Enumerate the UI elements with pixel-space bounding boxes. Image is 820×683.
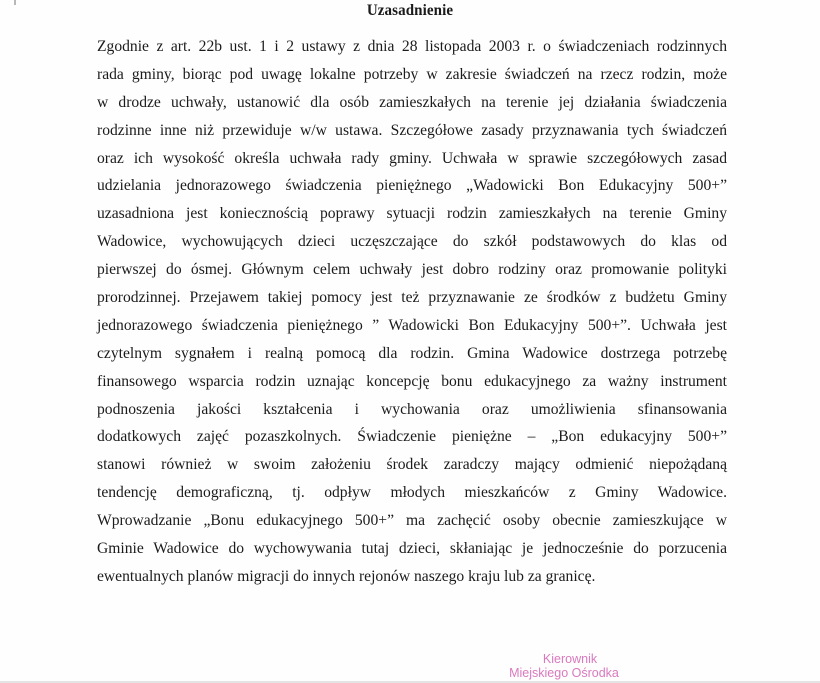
official-stamp [460, 652, 660, 680]
justification-paragraph [97, 35, 727, 593]
paragraph-line: uzasadniona jest koniecznością poprawy sytuacji rodzin zamieszkałych na terenie Gminy [97, 205, 727, 223]
paragraph-line: rada gminy, biorąc pod uwagę lokalne potrzeby w zakresie świadczeń na rzecz rodzin, może [97, 65, 727, 83]
paragraph-line: czytelnym sygnałem i realną pomocą dla rodzin. Gmina Wadowice dostrzega potrzebę [97, 344, 727, 362]
paragraph-line: Gminie Wadowice do wychowywania tutaj dzieci, skłaniając je jednocześnie do porzucenia [97, 540, 727, 558]
paragraph-line: prorodzinnej. Przejawem takiej pomocy jest też przyznawanie ze środków z budżetu Gminy [97, 289, 727, 307]
paragraph-line-last: ewentualnych planów migracji do innych rejonów naszego kraju lub za granicę. [97, 567, 596, 585]
paragraph-line: pierwszej do ósmej. Głównym celem uchwały jest dobro rodziny oraz promowanie polityki [97, 261, 727, 279]
paragraph-line: rodzinne inne niż przewiduje w/w ustawa. Szczegółowe zasady przyznawania tych świadczeń [97, 121, 727, 139]
paragraph-line: oraz ich wysokość określa uchwała rady gminy. Uchwała w sprawie szczegółowych zasad [97, 149, 727, 167]
paragraph-line: w drodze uchwały, ustanowić dla osób zamieszkałych na terenie jej działania świadczenia [97, 93, 727, 111]
paragraph-line: Wadowice, wychowujących dzieci uczęszczające do szkół podstawowych do klas od [97, 233, 727, 251]
paragraph-line: finansowego wsparcia rodzin uznając koncepcję bonu edukacyjnego za ważny instrument [97, 372, 727, 390]
paragraph-line: Wprowadzanie „Bonu edukacyjnego 500+” ma zachęcić osoby obecnie zamieszkujące w [97, 512, 727, 530]
paragraph-line: udzielania jednorazowego świadczenia pieniężnego „Wadowicki Bon Edukacyjny 500+” [97, 177, 727, 195]
paragraph-line: podnoszenia jakości kształcenia i wychowania oraz umożliwienia sfinansowania [97, 400, 727, 418]
scan-corner-mark [14, 0, 16, 5]
stamp-line-office: Miejskiego Ośrodka [509, 666, 619, 680]
paragraph-line: dodatkowych zajęć pozaszkolnych. Świadczenie pieniężne – „Bon edukacyjny 500+” [97, 428, 727, 446]
paragraph-line: stanowi również w swoim założeniu środek zaradczy mający odmienić niepożądaną [97, 456, 727, 474]
paragraph-line: jednorazowego świadczenia pieniężnego ” Wadowicki Bon Edukacyjny 500+”. Uchwała jest [97, 316, 727, 334]
paragraph-line: tendencję demograficzną, tj. odpływ młodych mieszkańców z Gminy Wadowice. [97, 484, 727, 502]
paragraph-line: Zgodnie z art. 22b ust. 1 i 2 ustawy z dnia 28 listopada 2003 r. o świadczeniach rodzinnych [97, 38, 727, 55]
document-title: Uzasadnienie [366, 2, 454, 19]
stamp-line-title: Kierownik [542, 652, 598, 666]
